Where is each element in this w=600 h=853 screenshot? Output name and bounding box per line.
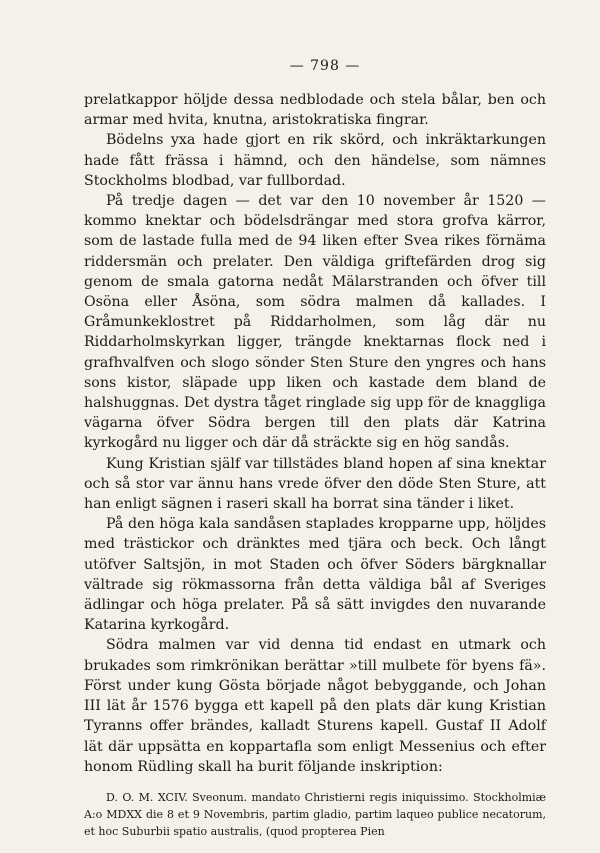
- footnote: D. O. M. XCIV. Sveonum. mandato Christierni regis iniquissimo. Stockholmiæ A:o MDXX die 8 et 9 Novembris, partim gladio, partim laqueo publice necatorum, et hoc Suburbii spatio australis, (quod propterea Pien: [84, 790, 546, 838]
- body-text: [84, 90, 546, 777]
- paragraph: Bödelns yxa hade gjort en rik skörd, och inkräktarkungen hade fått frässa i hämnd, och den händelse, som nämnes Stockholms blodbad, var fullbordad.: [84, 132, 546, 189]
- paragraph: prelatkappor höljde dessa nedblodade och stela bålar, ben och armar med hvita, knutna, aristokratiska fingrar.: [84, 92, 546, 129]
- paragraph: Södra malmen var vid denna tid endast en utmark och brukades som rimkrönikan berättar »till mulbete för byens fä». Först under kung Gösta började något bebyggande, och Johan III lät år 1576 bygga ett kapell på den plats där kung Kristian Tyranns offer brändes, kalladt Sturens kapell. Gustaf II Adolf lät där uppsätta en koppartafla som enligt Messenius och efter honom Rüdling skall ha burit följande inskription:: [84, 637, 546, 775]
- paragraph: Kung Kristian själf var tillstädes bland hopen af sina knektar och så stor var ännu hans vrede öfver den döde Sten Sture, att han enligt sägnen i raseri skall ha borrat sina tänder i liket.: [84, 455, 546, 513]
- page-number: — 798 —: [289, 58, 361, 74]
- paragraph: På tredje dagen — det var den 10 november år 1520 — kommo knektar och bödelsdrängar med stora grofva kärror, som de lastade fulla med de 94 liken efter Svea rikes förnäma riddersmän och prelater. Den väldiga griftefärden drog sig genom de smala gatorna nedåt Mälarstranden och öfver till Osöna eller Åsöna, som södra malmen då kallades. I Gråmunkeklostret på Riddarholmen, som låg där nu Riddarholmskyrkan ligger, trängde knektarnas flock ned i grafhvalfven och slogo sönder Sten Sture den yngres och hans sons kistor, släpade upp liken och kastade dem bland de halshuggnas. Det dystra tåget ringlade sig upp för de knaggliga vägarna öfver Södra bergen till den plats där Katrina kyrkogård nu ligger och där då sträckte sig en hög sandås.: [84, 193, 546, 452]
- paragraph: På den höga kala sandåsen staplades kropparne upp, höljdes med trästickor och dränktes med tjära och beck. Och långt utöfver Saltsjön, in mot Staden och öfver Söders bärgknallar vältrade sig rökmassorna från detta väldiga bål af Sveriges ädlingar och höga prelater. På så sätt invigdes den nuvarande Katarina kyrkogård.: [84, 516, 546, 634]
